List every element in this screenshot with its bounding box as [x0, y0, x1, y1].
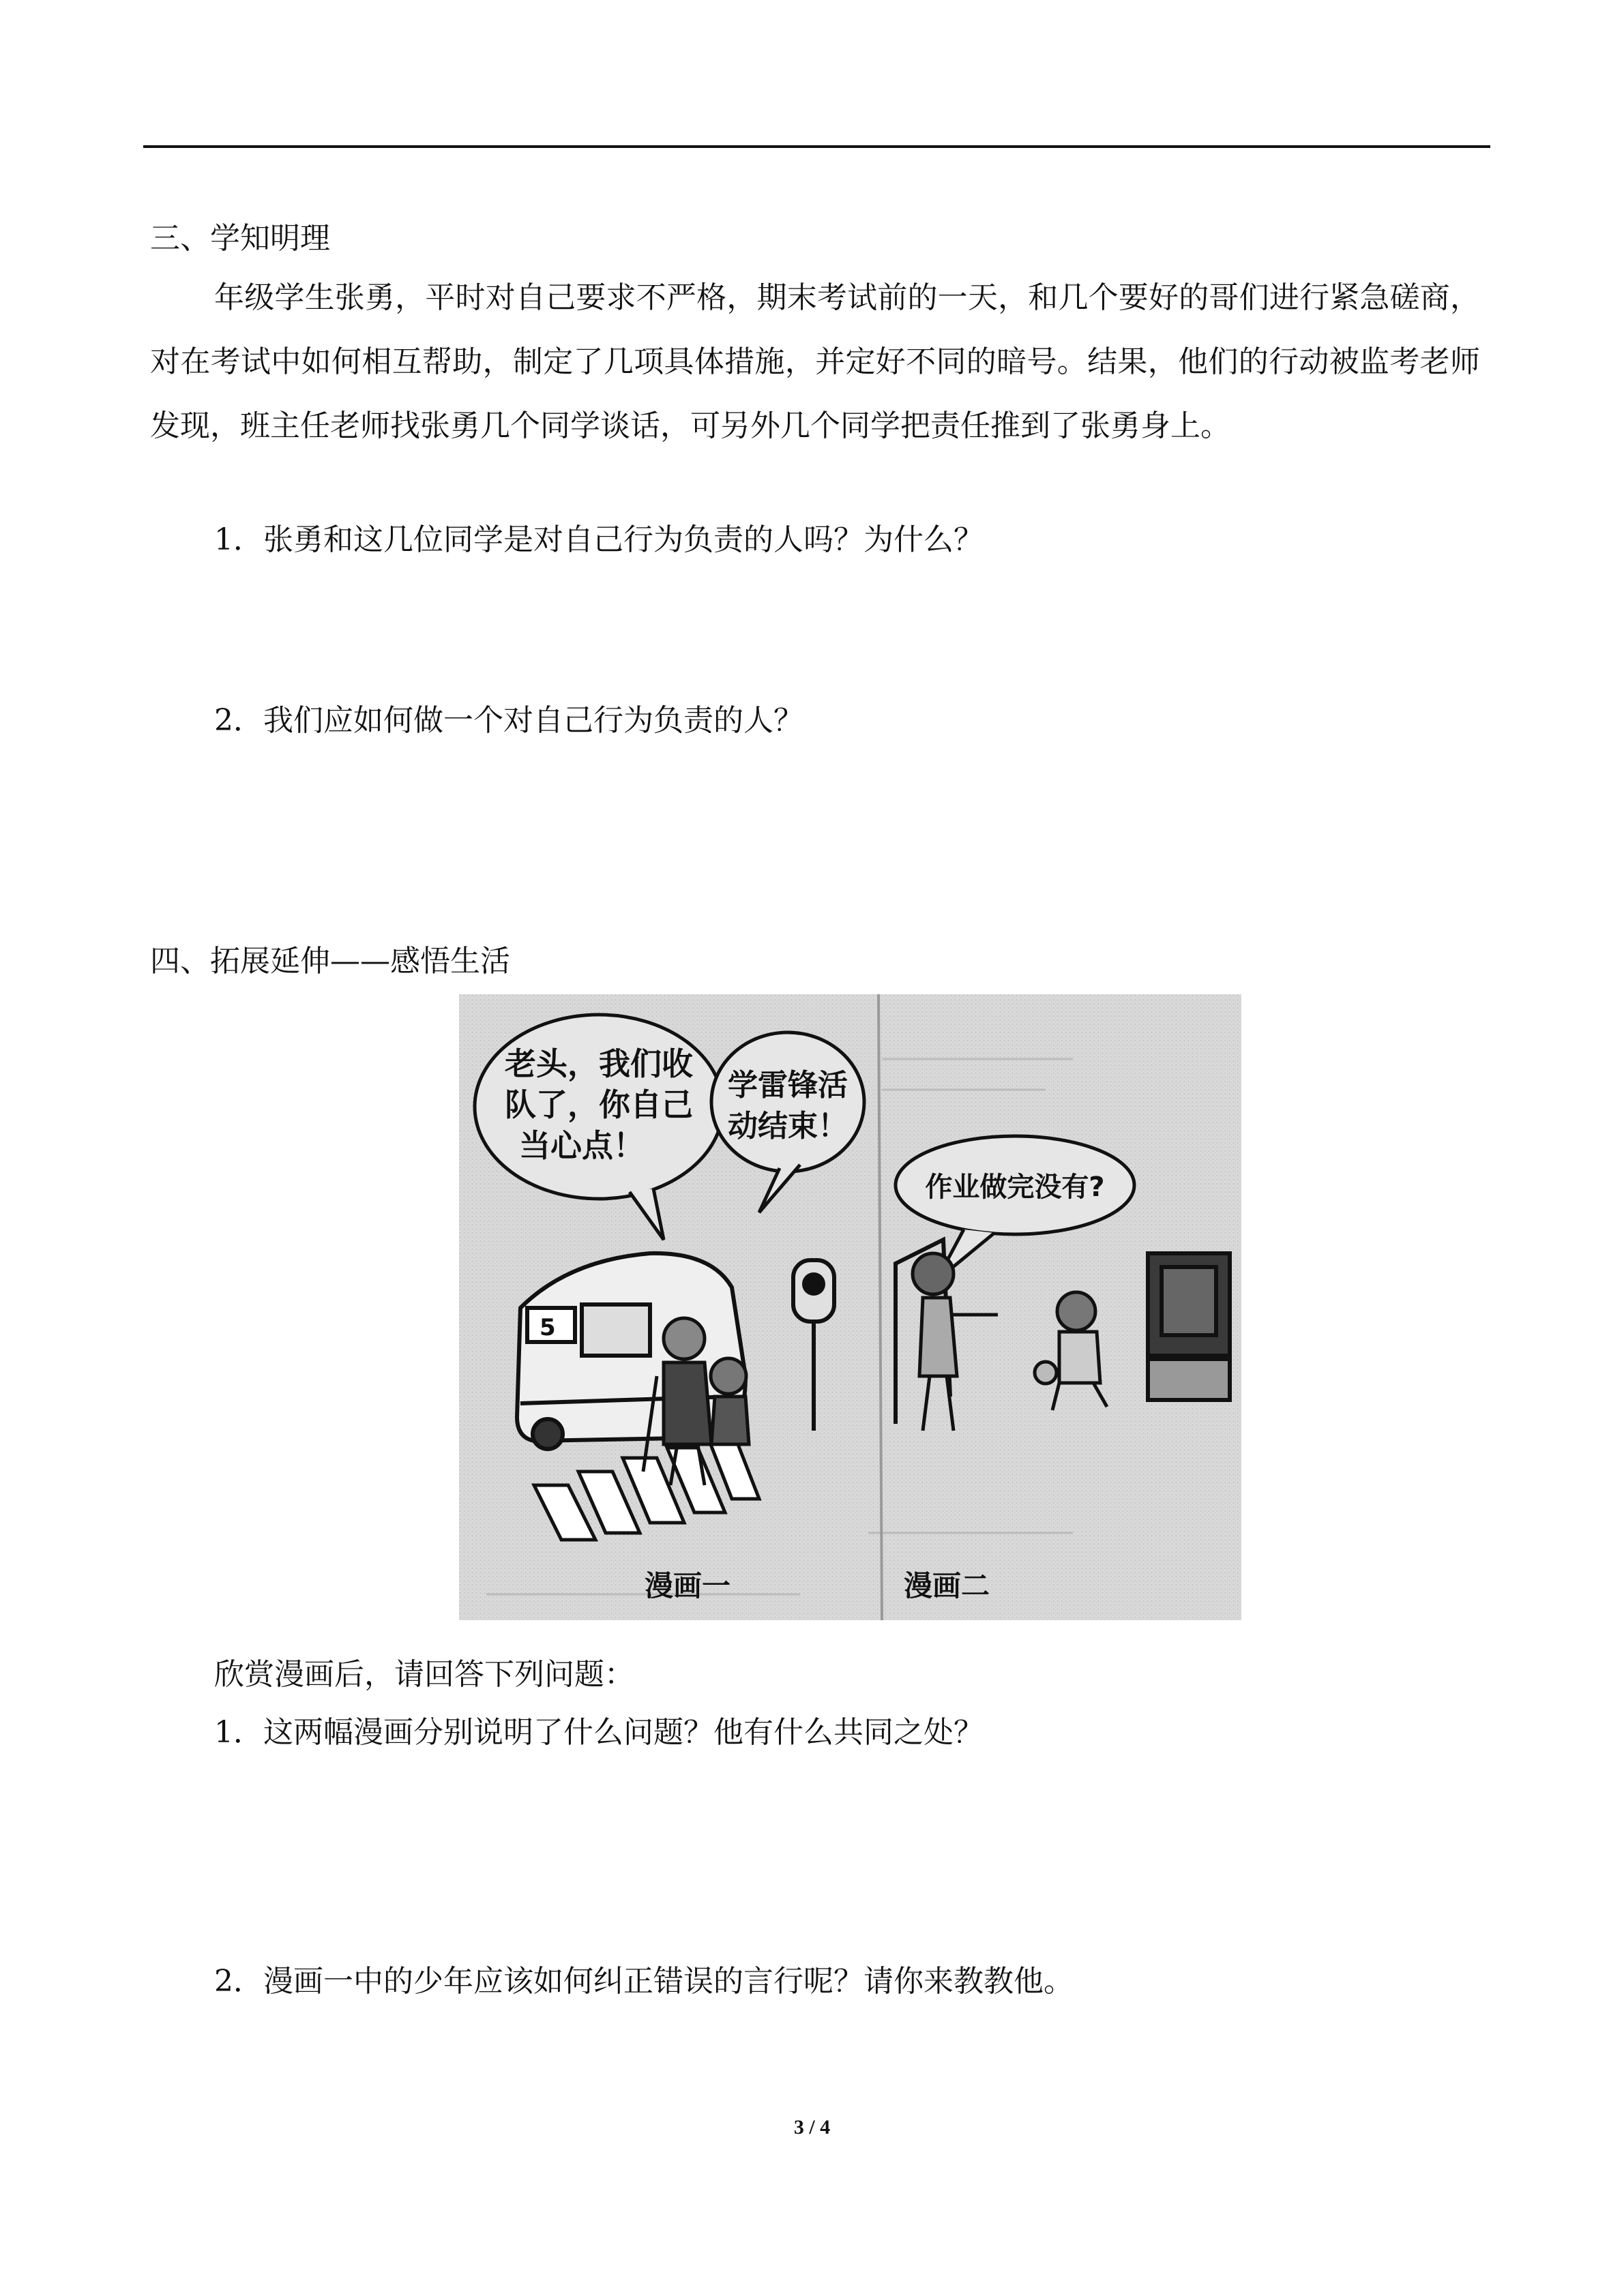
bubble2-line1: 学雷锋活	[728, 1068, 848, 1103]
section4-question-2: 2．漫画一中的少年应该如何纠正错误的言行呢？请你来教教他。	[214, 1964, 1074, 1999]
tv-drawing	[1148, 1253, 1230, 1400]
header-rule	[143, 145, 1490, 148]
section4-question-1: 1．这两幅漫画分别说明了什么问题？他有什么共同之处？	[214, 1715, 984, 1750]
section4-heading: 四、拓展延伸——感悟生活	[150, 944, 510, 979]
bubble2-line2: 动结束！	[728, 1109, 848, 1144]
section3-question-1: 1．张勇和这几位同学是对自己行为负责的人吗？为什么？	[214, 522, 984, 557]
bus-drawing	[517, 1253, 745, 1449]
bubble1-line3: 当心点！	[519, 1127, 645, 1164]
section3-paragraph: 年级学生张勇，平时对自己要求不严格，期末考试前的一天，和几个要好的哥们进行紧急磋商，对在考试中如何相互帮助，制定了几项具体措施，并定好不同的暗号。结果，他们的行动被监考老师发现，班主任老师找张勇几个同学谈话，可另外几个同学把责任推到了张勇身上。	[150, 280, 1480, 443]
comic-caption-1: 漫画一	[644, 1569, 731, 1602]
boy-drawing	[711, 1358, 749, 1444]
bubble1-line2: 队了，你自己	[505, 1086, 693, 1123]
section4-intro: 欣赏漫画后，请回答下列问题：	[214, 1657, 634, 1692]
bubble3-text: 作业做完没有?	[925, 1172, 1105, 1203]
page-number: 3 / 4	[793, 2116, 831, 2138]
section3-heading: 三、学知明理	[150, 221, 330, 256]
comic-illustration	[459, 994, 1241, 1620]
bubble1-line1: 老头，我们收	[505, 1045, 693, 1082]
bus-number: 5	[540, 1314, 556, 1341]
section3-question-2: 2．我们应如何做一个对自己行为负责的人？	[214, 703, 803, 738]
comic-caption-2: 漫画二	[903, 1569, 990, 1602]
